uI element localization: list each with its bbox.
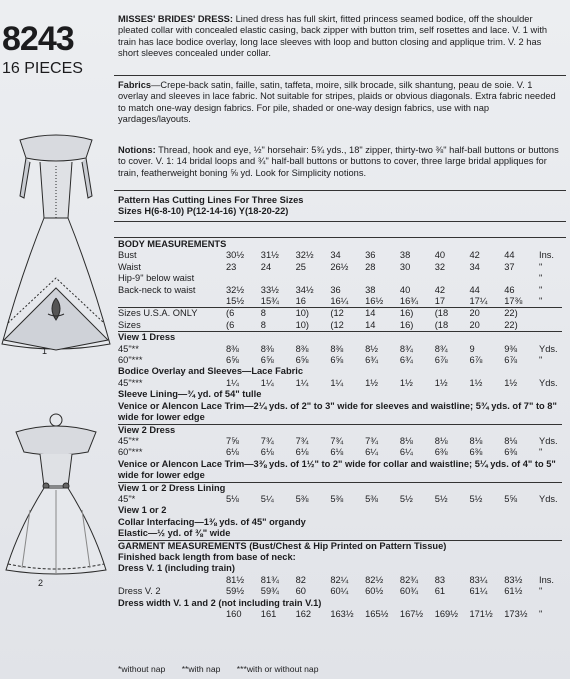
table-row <box>118 436 562 447</box>
cell-value: 8⅛ <box>504 435 518 446</box>
section-header: Sleeve Lining—¾ yd. of 54" tulle <box>118 389 262 400</box>
section-header: View 1 or 2 Dress Lining <box>118 482 562 494</box>
row-label: Back-neck to waist <box>118 284 196 295</box>
cell-value: 8⅛ <box>434 435 448 446</box>
cell-value: 81½ <box>226 574 245 585</box>
table-row <box>118 344 562 355</box>
cell-value: 17¼ <box>469 296 488 307</box>
cell-value: 46 <box>504 284 515 295</box>
cell-value: 28 <box>365 261 376 272</box>
cell-value: 1½ <box>504 377 518 388</box>
cell-value: 24 <box>260 261 272 272</box>
cell-value: 40 <box>399 284 411 295</box>
cell-value: 8⅜ <box>330 343 344 354</box>
cell-value: (18 <box>435 308 470 320</box>
table-row <box>118 250 562 261</box>
section-header: Venice or Alencon Lace Trim—2¼ yds. of 2" to 3" wide for sleeves and waistline; 5¾ yds. of 7" to 8" wide for lower edge <box>118 400 557 423</box>
cell-value: 1½ <box>434 377 448 388</box>
fabrics-text: —Crepe-back satin, faille, satin, taffeta, moire, silk brocade, silk shantung, peau de soie. V. 1 overlay and sleeves in lace fabric. Not suitable for stripes, plaids or obvious diagonals. Extra fabric needed to match one-way design fabrics. For pile, shaded or one-way design fabrics, use with nap yardages/layouts. <box>118 80 556 125</box>
pattern-number: 8243 <box>2 20 74 58</box>
cell-value: 30½ <box>226 250 245 261</box>
cutting-lines-block <box>118 195 562 218</box>
cell-value: 6⅜ <box>469 447 483 458</box>
cell-value: 82½ <box>365 574 384 585</box>
cell-value: 20 <box>469 319 480 330</box>
notions-label: Notions: <box>118 145 156 155</box>
cell-value: 6⅛ <box>295 447 309 458</box>
cell-value: 34 <box>469 261 480 272</box>
cell-value: 6⅛ <box>226 447 239 458</box>
cell-value: 20 <box>469 308 504 320</box>
row-unit: " <box>539 296 543 307</box>
view1-illustration <box>0 118 112 358</box>
cutting-line-2: Sizes H(6-8-10) P(12-14-16) Y(18-20-22) <box>118 206 289 217</box>
cell-value <box>504 273 539 284</box>
cell-value: 44 <box>469 284 480 295</box>
row-unit: " <box>539 284 543 295</box>
row-label: Sizes U.S.A. ONLY <box>118 308 226 320</box>
row-label: 45"*** <box>118 377 143 388</box>
cell-value: 1¼ <box>226 377 239 388</box>
cell-value: 7¾ <box>330 435 344 446</box>
row-unit: Yds. <box>539 343 558 354</box>
cell-value: 1¼ <box>330 377 344 388</box>
cell-value: 42 <box>434 284 446 295</box>
cell-value: 32 <box>434 261 446 272</box>
cell-value: (6 <box>226 308 261 320</box>
cell-value <box>469 273 504 284</box>
cell-value: 6⅞ <box>434 355 448 366</box>
footnotes <box>118 664 332 674</box>
cell-value: 8⅜ <box>226 343 239 354</box>
cell-value: 6⅝ <box>295 355 309 366</box>
cell-value: 10) <box>296 308 331 320</box>
cell-value: 17 <box>434 296 446 307</box>
table-row <box>118 262 562 273</box>
cell-value: 6¾ <box>365 355 379 366</box>
section-header-row <box>118 401 562 424</box>
cell-value: 16½ <box>365 296 384 307</box>
cell-value: 165½ <box>365 609 389 619</box>
cell-value: 82¾ <box>399 574 419 585</box>
cell-value: 38 <box>399 250 411 261</box>
description-title: MISSES' BRIDES' DRESS: <box>118 14 233 24</box>
cell-value: 16¾ <box>399 296 419 307</box>
pieces-count: 16 PIECES <box>2 60 83 77</box>
section-header: View 2 Dress <box>118 424 562 436</box>
row-unit: Ins. <box>539 250 555 261</box>
row-unit: Yds. <box>539 435 558 446</box>
cell-value: 59¾ <box>260 586 279 597</box>
cell-value: 25 <box>295 261 306 272</box>
cell-value: 16¼ <box>330 296 349 307</box>
row-label <box>118 609 226 620</box>
cell-value: 17⅜ <box>504 296 523 307</box>
row-unit <box>539 320 562 332</box>
cell-value: 5½ <box>434 493 448 504</box>
view1-dress-drawing <box>0 118 112 358</box>
section-header-row <box>118 505 562 516</box>
cell-value: 5⅜ <box>365 493 379 504</box>
section-header: Venice or Alencon Lace Trim—3⅜ yds. of 1½" to 2" wide for collar and waistline; 5¼ yds. of 4" to 5" wide for lower edge <box>118 458 556 481</box>
cell-value: 5⅜ <box>330 493 344 504</box>
cell-value: 30 <box>399 261 411 272</box>
cell-value: 16 <box>295 296 306 307</box>
row-unit: Ins. <box>539 574 555 585</box>
fabrics-block <box>118 80 562 126</box>
section-header: View 1 Dress <box>118 332 562 344</box>
cell-value: 34½ <box>295 284 314 295</box>
cell-value: 15¾ <box>260 296 279 307</box>
row-label: 45"* <box>118 493 136 504</box>
cell-value: 8⅜ <box>260 343 274 354</box>
cell-value: 82 <box>295 574 306 585</box>
row-unit <box>539 308 562 320</box>
table-row <box>118 575 562 586</box>
section-header: Dress width V. 1 and 2 (not including train V.1) <box>118 597 322 608</box>
cell-value: 14 <box>365 308 400 320</box>
section-header: Finished back length from base of neck: <box>118 551 296 562</box>
section-header-row <box>118 366 562 377</box>
cell-value: 9 <box>469 343 475 354</box>
cell-value: 61½ <box>504 586 523 597</box>
table-row <box>118 494 562 505</box>
section-header-row <box>118 424 562 436</box>
section-header: BODY MEASUREMENTS <box>118 239 227 249</box>
cell-value: 6⅝ <box>330 355 344 366</box>
cell-value: 10) <box>295 319 309 330</box>
section-header: Collar Interfacing—1⅜ yds. of 45" organdy <box>118 516 306 527</box>
cell-value: 7¾ <box>260 435 274 446</box>
row-label: 45"** <box>118 343 139 354</box>
divider <box>114 237 566 238</box>
cell-value: 167½ <box>399 609 424 619</box>
view2-dress-drawing <box>0 410 112 580</box>
section-header: Elastic—½ yd. of ⅜" wide <box>118 528 231 539</box>
row-label: 60"*** <box>118 447 143 458</box>
cell-value: 83 <box>434 574 446 585</box>
row-unit: " <box>539 447 543 458</box>
row-unit: Yds. <box>539 377 558 388</box>
cell-value <box>365 273 400 284</box>
section-header-row <box>118 598 562 609</box>
cell-value: 8 <box>261 308 296 320</box>
cell-value: 42 <box>469 250 480 261</box>
cell-value: 8⅛ <box>469 435 483 446</box>
table-row <box>118 447 562 458</box>
row-unit: " <box>539 273 543 284</box>
table-row <box>118 355 562 366</box>
cell-value: 16) <box>400 308 435 320</box>
illustration-label-1: 1 <box>42 346 48 356</box>
cell-value: 5½ <box>469 493 483 504</box>
row-label: 60"*** <box>118 355 143 366</box>
cell-value: 6⅞ <box>504 355 518 366</box>
cell-value: 37 <box>504 261 515 272</box>
cell-value <box>226 273 261 284</box>
footnote: **with nap <box>181 664 221 674</box>
cell-value: 81¾ <box>260 574 279 585</box>
row-unit: " <box>539 609 543 619</box>
cell-value: 5½ <box>399 493 413 504</box>
cell-value: 173½ <box>504 609 528 619</box>
row-label <box>118 296 226 308</box>
cell-value: 44 <box>504 250 515 261</box>
section-header-row <box>118 517 562 528</box>
measurements-table <box>118 239 562 620</box>
cell-value: 22) <box>504 319 518 330</box>
cell-value: (18 <box>434 319 449 330</box>
section-header-row <box>118 389 562 400</box>
row-label <box>118 575 226 586</box>
table-row <box>118 308 562 320</box>
cell-value: 6¼ <box>399 447 413 458</box>
cell-value: 1½ <box>365 377 379 388</box>
divider <box>114 190 566 191</box>
divider <box>114 221 566 222</box>
section-header-row <box>118 563 562 574</box>
section-header-row <box>118 482 562 494</box>
table-row <box>118 378 562 389</box>
cell-value: 38 <box>365 284 376 295</box>
cell-value: 15½ <box>226 296 245 307</box>
cell-value: 83½ <box>504 574 523 585</box>
cell-value: 36 <box>330 284 341 295</box>
table-row <box>118 296 562 308</box>
cell-value: 6¾ <box>399 355 413 366</box>
cell-value: 7⅝ <box>226 435 239 446</box>
row-unit: " <box>539 261 543 272</box>
cell-value <box>400 273 435 284</box>
cell-value: 60¼ <box>330 586 349 597</box>
cell-value: 60 <box>295 586 306 597</box>
cell-value: 8⅜ <box>295 343 309 354</box>
section-header-row <box>118 552 562 563</box>
divider <box>114 75 566 76</box>
cell-value: 61 <box>434 586 446 597</box>
cell-value: 32½ <box>295 250 314 261</box>
cell-value: 40 <box>434 250 446 261</box>
cell-value: 171½ <box>469 609 493 619</box>
cell-value: 32½ <box>226 284 245 295</box>
cell-value: 5¼ <box>260 493 274 504</box>
section-header-row <box>118 332 562 344</box>
cell-value: 34 <box>330 250 341 261</box>
cell-value: (12 <box>330 308 365 320</box>
cell-value <box>435 273 470 284</box>
row-label: Waist <box>118 261 141 272</box>
description-text: Lined dress has full skirt, fitted princess seamed bodice, off the shoulder pleated collar with concealed elastic casing, back zipper with button trim, self rosettes and lace. V. 1 with train has lace bodice overlay, long lace sleeves with loop and button closing and applique trim. V. 2 has short sleeves concealed under collar. <box>118 14 548 59</box>
row-unit: " <box>539 586 543 597</box>
row-label: Hip-9" below waist <box>118 273 195 284</box>
cell-value: 1¼ <box>295 377 309 388</box>
notions-block <box>118 145 562 179</box>
section-header: Bodice Overlay and Sleeves—Lace Fabric <box>118 366 303 377</box>
cell-value: 6⅜ <box>504 447 518 458</box>
cell-value: 33½ <box>260 284 279 295</box>
cell-value: 60½ <box>365 586 384 597</box>
footnote: *without nap <box>118 664 166 674</box>
cell-value: 6⅝ <box>226 355 239 366</box>
cell-value: 8⅛ <box>399 435 413 446</box>
row-label: Sizes <box>118 319 141 330</box>
row-unit: " <box>539 355 543 366</box>
cell-value: 5⅛ <box>226 493 239 504</box>
cell-value: 8¾ <box>434 343 448 354</box>
cell-value: 6¼ <box>365 447 379 458</box>
cell-value: 7¾ <box>365 435 379 446</box>
section-header-row <box>118 540 562 552</box>
cell-value: 23 <box>226 261 237 272</box>
cell-value: 6⅝ <box>260 355 274 366</box>
section-header-row <box>118 239 562 250</box>
cell-value: 6⅛ <box>260 447 274 458</box>
notions-text: Thread, hook and eye, ½" horsehair: 5¾ yds., 18" zipper, thirty-two ⅜" half-ball buttons or buttons to cover. V. 1: 14 bridal loops and ¾" half-ball buttons or buttons to cover, three large bridal appliques for train, featherweight boning ⅝ yd. Look for Simplicity notions. <box>118 145 559 178</box>
cell-value: 169½ <box>434 609 458 619</box>
section-header-row <box>118 459 562 482</box>
cell-value <box>330 273 365 284</box>
cell-value: 161 <box>260 609 277 619</box>
cell-value: 36 <box>365 250 376 261</box>
row-label: Bust <box>118 250 137 261</box>
row-label: 45"** <box>118 435 139 446</box>
cell-value: 5⅜ <box>295 493 309 504</box>
cell-value: 162 <box>295 609 312 619</box>
cell-value: 60¾ <box>399 586 419 597</box>
table-row <box>118 285 562 296</box>
cutting-line-1: Pattern Has Cutting Lines For Three Sizes <box>118 195 304 205</box>
cell-value <box>261 273 296 284</box>
row-unit: Yds. <box>539 493 558 504</box>
cell-value: 59½ <box>226 586 245 597</box>
illustration-label-2: 2 <box>38 578 44 588</box>
cell-value: 160 <box>226 609 242 619</box>
cell-value: 8¾ <box>399 343 413 354</box>
cell-value: 163½ <box>330 609 354 619</box>
table-row <box>118 320 562 332</box>
cell-value: 8½ <box>365 343 379 354</box>
cell-value: 1½ <box>399 377 413 388</box>
section-header: GARMENT MEASUREMENTS (Bust/Chest & Hip Printed on Pattern Tissue) <box>118 540 562 552</box>
cell-value: 5⅝ <box>504 493 518 504</box>
table-row <box>118 273 562 284</box>
view2-illustration <box>0 410 112 590</box>
cell-value: 16) <box>399 319 414 330</box>
cell-value: 6⅞ <box>469 355 483 366</box>
cell-value: 9⅜ <box>504 343 518 354</box>
fabrics-label: Fabrics <box>118 80 152 90</box>
table-row <box>118 609 562 620</box>
description-block <box>118 14 562 60</box>
cell-value <box>296 273 331 284</box>
cell-value: 31½ <box>260 250 279 261</box>
cell-value: (6 <box>226 319 235 330</box>
section-header-row <box>118 528 562 540</box>
cell-value: 8 <box>260 319 266 330</box>
cell-value: 61¼ <box>469 586 488 597</box>
cell-value: 6⅜ <box>434 447 448 458</box>
section-header: Dress V. 1 (including train) <box>118 563 235 574</box>
cell-value: 14 <box>365 319 376 330</box>
cell-value: 83¼ <box>469 574 488 585</box>
footnote: ***with or without nap <box>236 664 319 674</box>
cell-value: 82¼ <box>330 574 349 585</box>
cell-value: (12 <box>330 319 344 330</box>
cell-value: 7¾ <box>295 435 309 446</box>
section-header: View 1 or 2 <box>118 505 167 516</box>
cell-value: 6⅛ <box>330 447 344 458</box>
cell-value: 22) <box>504 308 539 320</box>
table-row <box>118 586 562 597</box>
cell-value: 1½ <box>469 377 483 388</box>
cell-value: 26½ <box>330 261 349 272</box>
cell-value: 1¼ <box>260 377 274 388</box>
row-label: Dress V. 2 <box>118 586 161 597</box>
